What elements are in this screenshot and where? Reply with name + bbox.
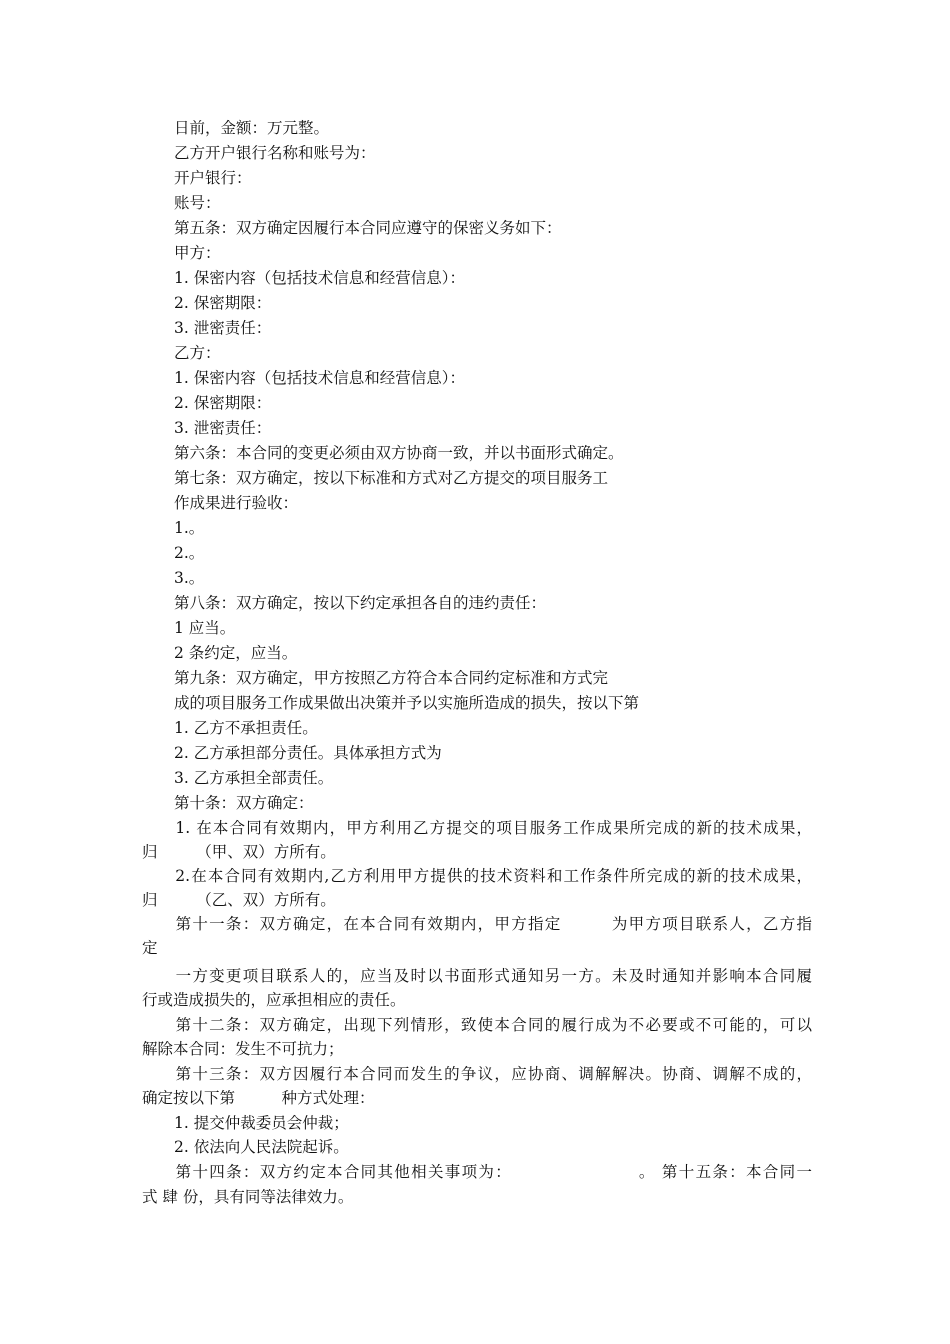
- list-item: 3. 泄密责任：: [174, 319, 272, 337]
- list-item: 3. 乙方承担全部责任。: [174, 769, 334, 787]
- list-item: 1. 保密内容（包括技术信息和经营信息）：: [174, 269, 465, 287]
- text-line: 成的项目服务工作成果做出决策并予以实施所造成的损失，按以下第: [174, 694, 640, 712]
- list-item: 1. 提交仲裁委员会仲裁；: [174, 1114, 349, 1132]
- text-line: 开户银行：: [174, 169, 252, 187]
- clause-5: 第五条：双方确定因履行本合同应遵守的保密义务如下：: [174, 219, 562, 237]
- clause-10: 第十条：双方确定：: [174, 794, 314, 812]
- list-item: 2. 依法向人民法院起诉。: [174, 1138, 349, 1156]
- paragraph-line: 2.在本合同有效期内,乙方利用甲方提供的技术资料和工作条件所完成的新的技术成果，: [142, 867, 812, 885]
- paragraph-line: 归 （乙、双）方所有。: [142, 891, 336, 909]
- text-line: 乙方开户银行名称和账号为：: [174, 144, 376, 162]
- clause-14: 第十四条：双方约定本合同其他相关事项为： 。 第十五条：本合同一: [142, 1163, 812, 1181]
- list-item: 2. 乙方承担部分责任。具体承担方式为: [174, 744, 442, 762]
- paragraph-line: 归 （甲、双）方所有。: [142, 843, 336, 861]
- list-item: 1.。: [174, 519, 205, 537]
- list-item: 3.。: [174, 569, 205, 587]
- list-item: 2. 保密期限：: [174, 294, 272, 312]
- list-item: 1 应当。: [174, 619, 236, 637]
- paragraph-line: 解除本合同：发生不可抗力；: [142, 1040, 344, 1058]
- paragraph-line: 行或造成损失的，应承担相应的责任。: [142, 991, 406, 1009]
- paragraph-line: 确定按以下第 种方式处理：: [142, 1089, 375, 1107]
- text-line: 日前，金额：万元整。: [174, 119, 330, 137]
- list-item: 2.。: [174, 544, 205, 562]
- list-item: 1. 乙方不承担责任。: [174, 719, 318, 737]
- text-line: 作成果进行验收：: [174, 494, 299, 512]
- paragraph-line: 一方变更项目联系人的，应当及时以书面形式通知另一方。未及时通知并影响本合同履: [142, 967, 812, 985]
- paragraph-line: 定: [142, 939, 158, 957]
- clause-8: 第八条：双方确定，按以下约定承担各自的违约责任：: [174, 594, 547, 612]
- clause-6: 第六条：本合同的变更必须由双方协商一致，并以书面形式确定。: [174, 444, 624, 462]
- list-item: 3. 泄密责任：: [174, 419, 272, 437]
- text-line: 乙方：: [174, 344, 221, 362]
- list-item: 2 条约定，应当。: [174, 644, 298, 662]
- list-item: 2. 保密期限：: [174, 394, 272, 412]
- paragraph-line: 式 肆 份，具有同等法律效力。: [142, 1188, 354, 1206]
- clause-11: 第十一条：双方确定，在本合同有效期内，甲方指定 为甲方项目联系人，乙方指: [142, 915, 812, 933]
- text-line: 账号：: [174, 194, 221, 212]
- list-item: 1. 保密内容（包括技术信息和经营信息）：: [174, 369, 465, 387]
- clause-12: 第十二条：双方确定，出现下列情形，致使本合同的履行成为不必要或不可能的，可以: [142, 1016, 812, 1034]
- clause-9: 第九条：双方确定，甲方按照乙方符合本合同约定标准和方式完: [174, 669, 609, 687]
- clause-13: 第十三条：双方因履行本合同而发生的争议，应协商、调解解决。协商、调解不成的，: [142, 1065, 812, 1083]
- paragraph-line: 1. 在本合同有效期内，甲方利用乙方提交的项目服务工作成果所完成的新的技术成果，: [142, 819, 812, 837]
- clause-7: 第七条：双方确定，按以下标准和方式对乙方提交的项目服务工: [174, 469, 609, 487]
- text-line: 甲方：: [174, 244, 221, 262]
